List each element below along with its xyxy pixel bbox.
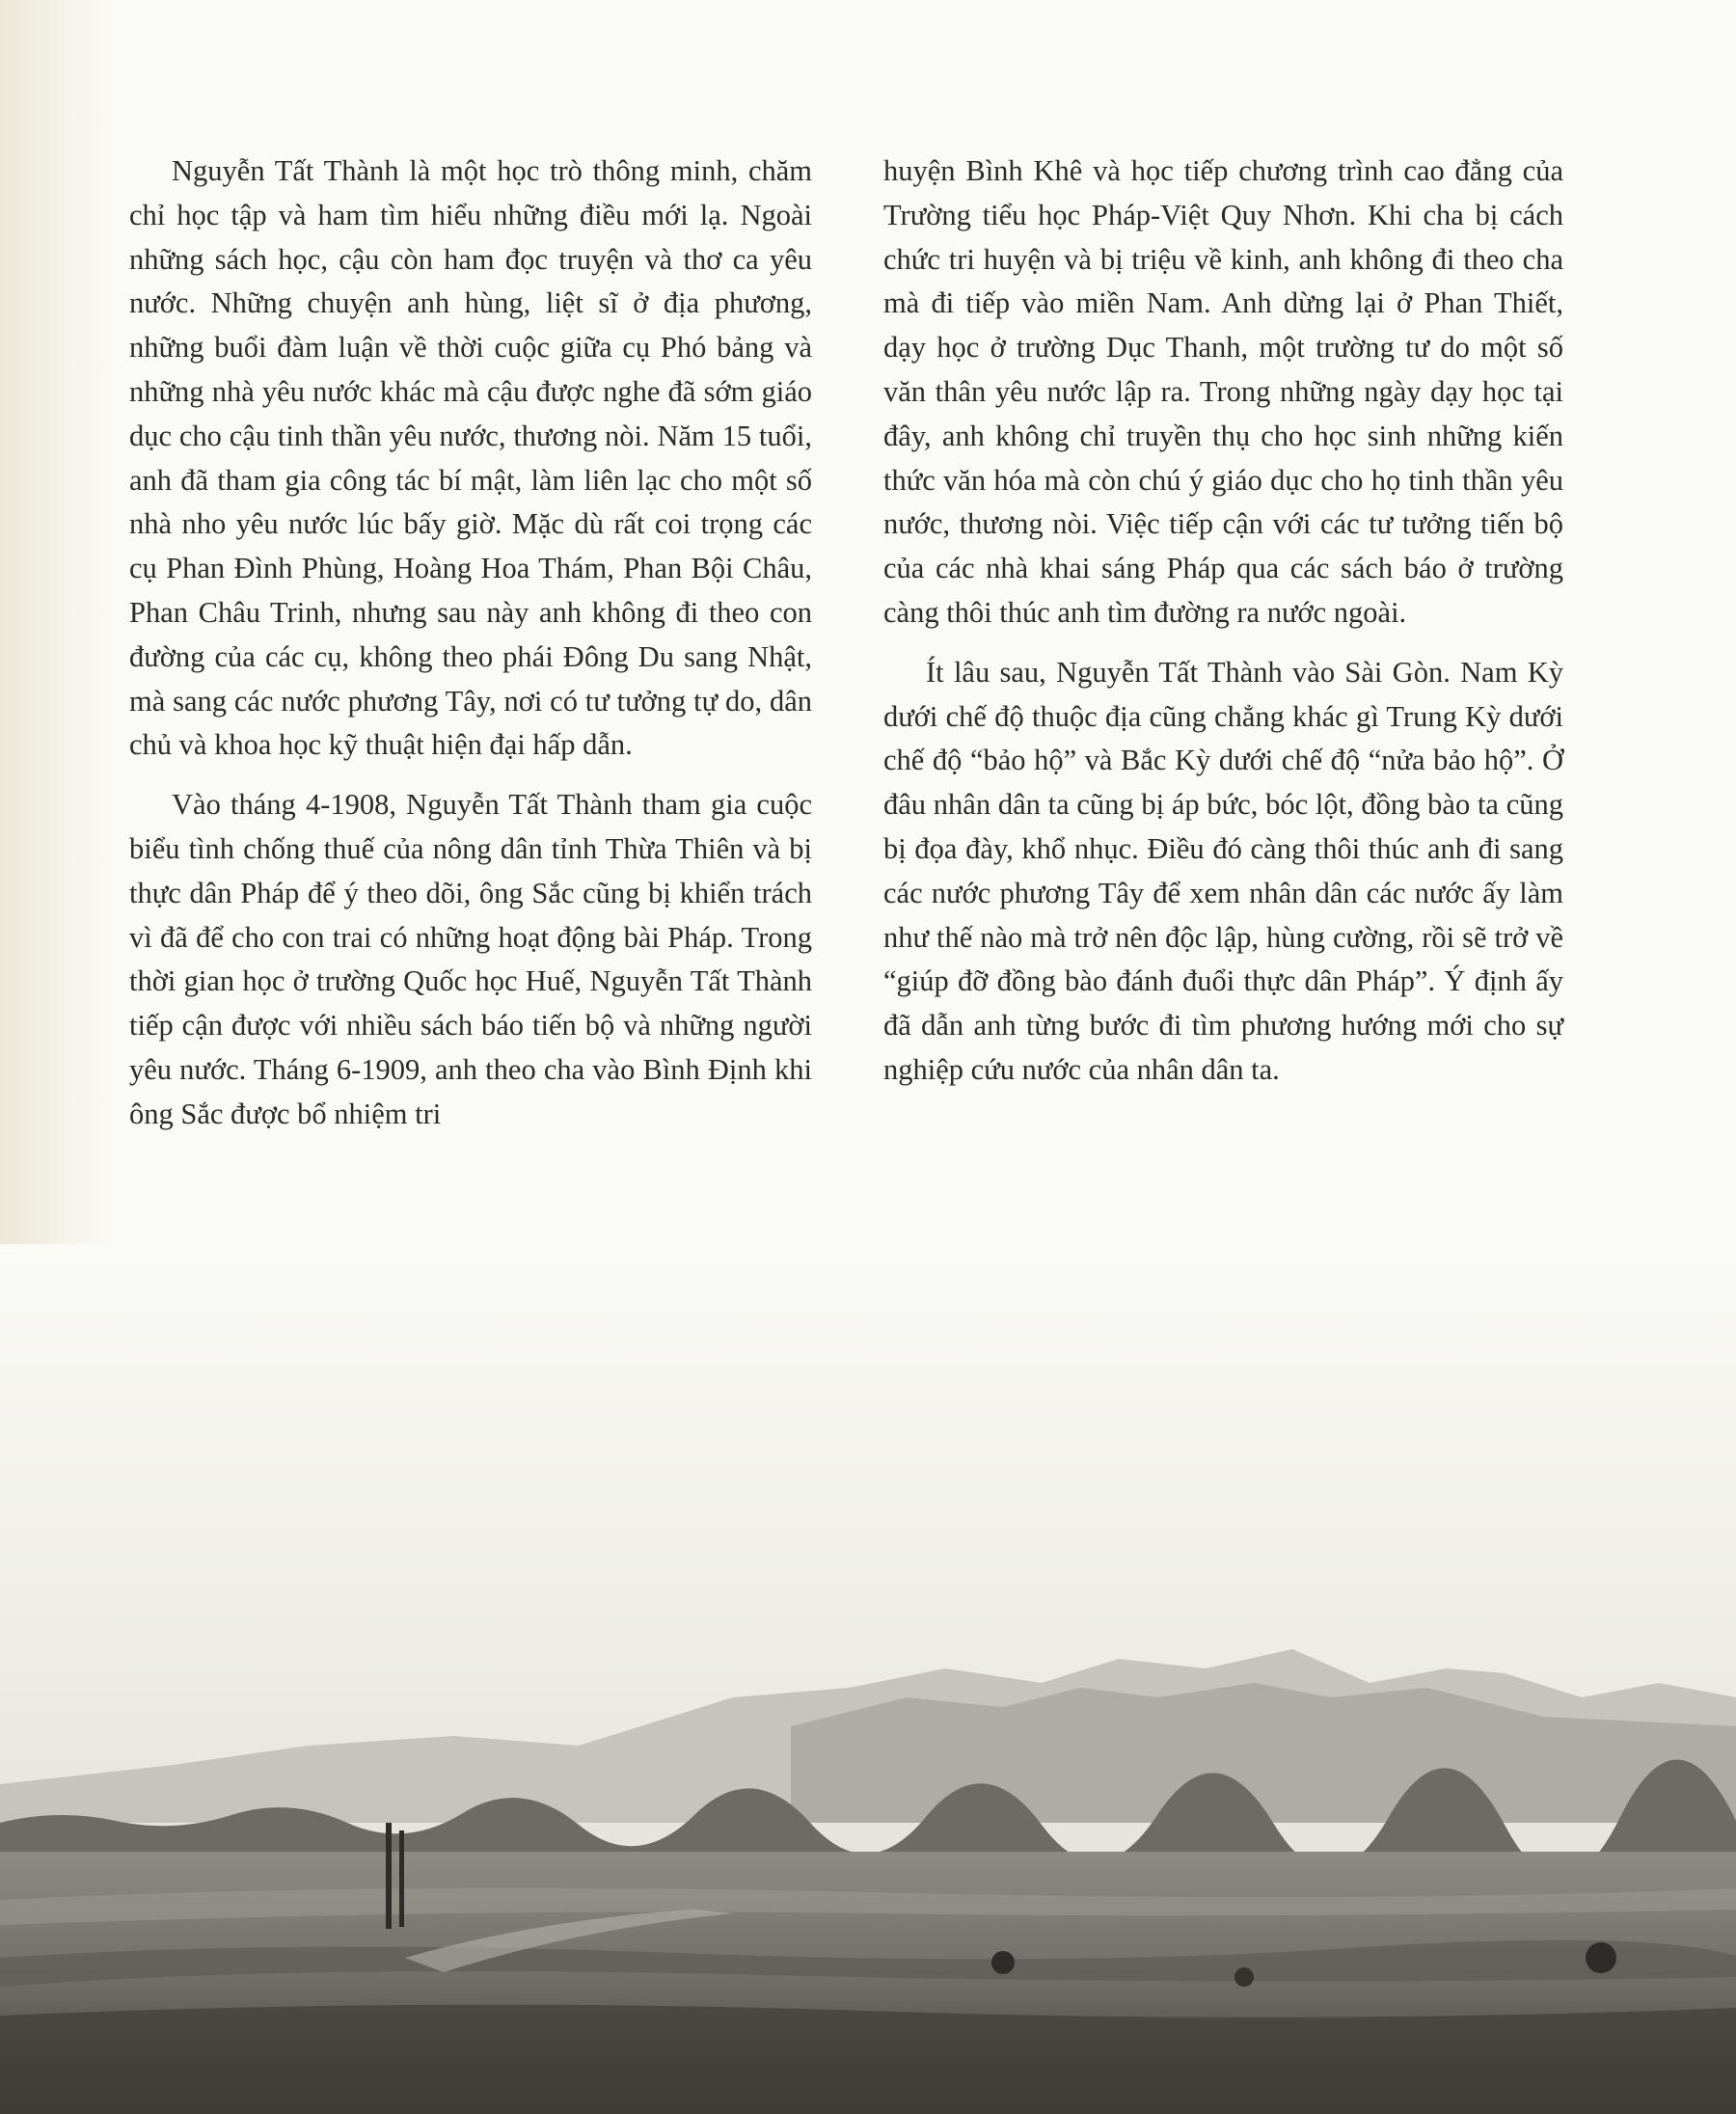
text-column-left (129, 149, 812, 1152)
paragraph: Ít lâu sau, Nguyễn Tất Thành vào Sài Gòn. Nam Kỳ dưới chế độ thuộc địa cũng chẳng khác gì Trung Kỳ dưới chế độ “bảo hộ” và Bắc Kỳ dưới chế độ “nửa bảo hộ”. Ở đâu nhân dân ta cũng bị áp bức, bóc lột, đồng bào ta cũng bị đọa đày, khổ nhục. Điều đó càng thôi thúc anh đi sang các nước phương Tây để xem nhân dân các nước ấy làm như thế nào mà trở nên độc lập, hùng cường, rồi sẽ trở về “giúp đỡ đồng bào đánh đuổi thực dân Pháp”. Ý định ấy đã dẫn anh từng bước đi tìm phương hướng mới cho sự nghiệp cứu nước của nhân dân ta. (883, 655, 1563, 1086)
text-column-right (883, 149, 1563, 1108)
landscape-photo-art (0, 1244, 1736, 2114)
paragraph: Nguyễn Tất Thành là một học trò thông minh, chăm chỉ học tập và ham tìm hiểu những điều mới lạ. Ngoài những sách học, cậu còn ham đọc truyện và thơ ca yêu nước. Những chuyện anh hùng, liệt sĩ ở địa phương, những buổi đàm luận về thời cuộc giữa cụ Phó bảng và những nhà yêu nước khác mà cậu được nghe đã sớm giáo dục cho cậu tinh thần yêu nước, thương nòi. Năm 15 tuổi, anh đã tham gia công tác bí mật, làm liên lạc cho một số nhà nho yêu nước lúc bấy giờ. Mặc dù rất coi trọng các cụ Phan Đình Phùng, Hoàng Hoa Thám, Phan Bội Châu, Phan Châu Trinh, nhưng sau này anh không đi theo con đường của các cụ, không theo phái Đông Du sang Nhật, mà sang các nước phương Tây, nơi có tư tưởng tự do, dân chủ và khoa học kỹ thuật hiện đại hấp dẫn. (129, 154, 812, 762)
paragraph-continued: huyện Bình Khê và học tiếp chương trình cao đẳng của Trường tiểu học Pháp-Việt Quy Nhơn. Khi cha bị cách chức tri huyện và bị triệu về kinh, anh không đi theo cha mà đi tiếp vào miền Nam. Anh dừng lại ở Phan Thiết, dạy học ở trường Dục Thanh, một trường tư do một số văn thân yêu nước lập ra. Trong những ngày dạy học tại đây, anh không chỉ truyền thụ cho học sinh những kiến thức văn hóa mà còn chú ý giáo dục cho họ tinh thần yêu nước, thương nòi. Việc tiếp cận với các tư tưởng tiến bộ của các nhà khai sáng Pháp qua các sách báo ở trường càng thôi thúc anh tìm đường ra nước ngoài. (883, 154, 1563, 629)
paragraph: Vào tháng 4-1908, Nguyễn Tất Thành tham gia cuộc biểu tình chống thuế của nông dân tỉnh Thừa Thiên và bị thực dân Pháp để ý theo dõi, ông Sắc cũng bị khiển trách vì đã để cho con trai có những hoạt động bài Pháp. Trong thời gian học ở trường Quốc học Huế, Nguyễn Tất Thành tiếp cận được với nhiều sách báo tiến bộ và những người yêu nước. Tháng 6-1909, anh theo cha vào Bình Định khi ông Sắc được bổ nhiệm tri (129, 788, 812, 1130)
landscape-photo (0, 1244, 1736, 2114)
